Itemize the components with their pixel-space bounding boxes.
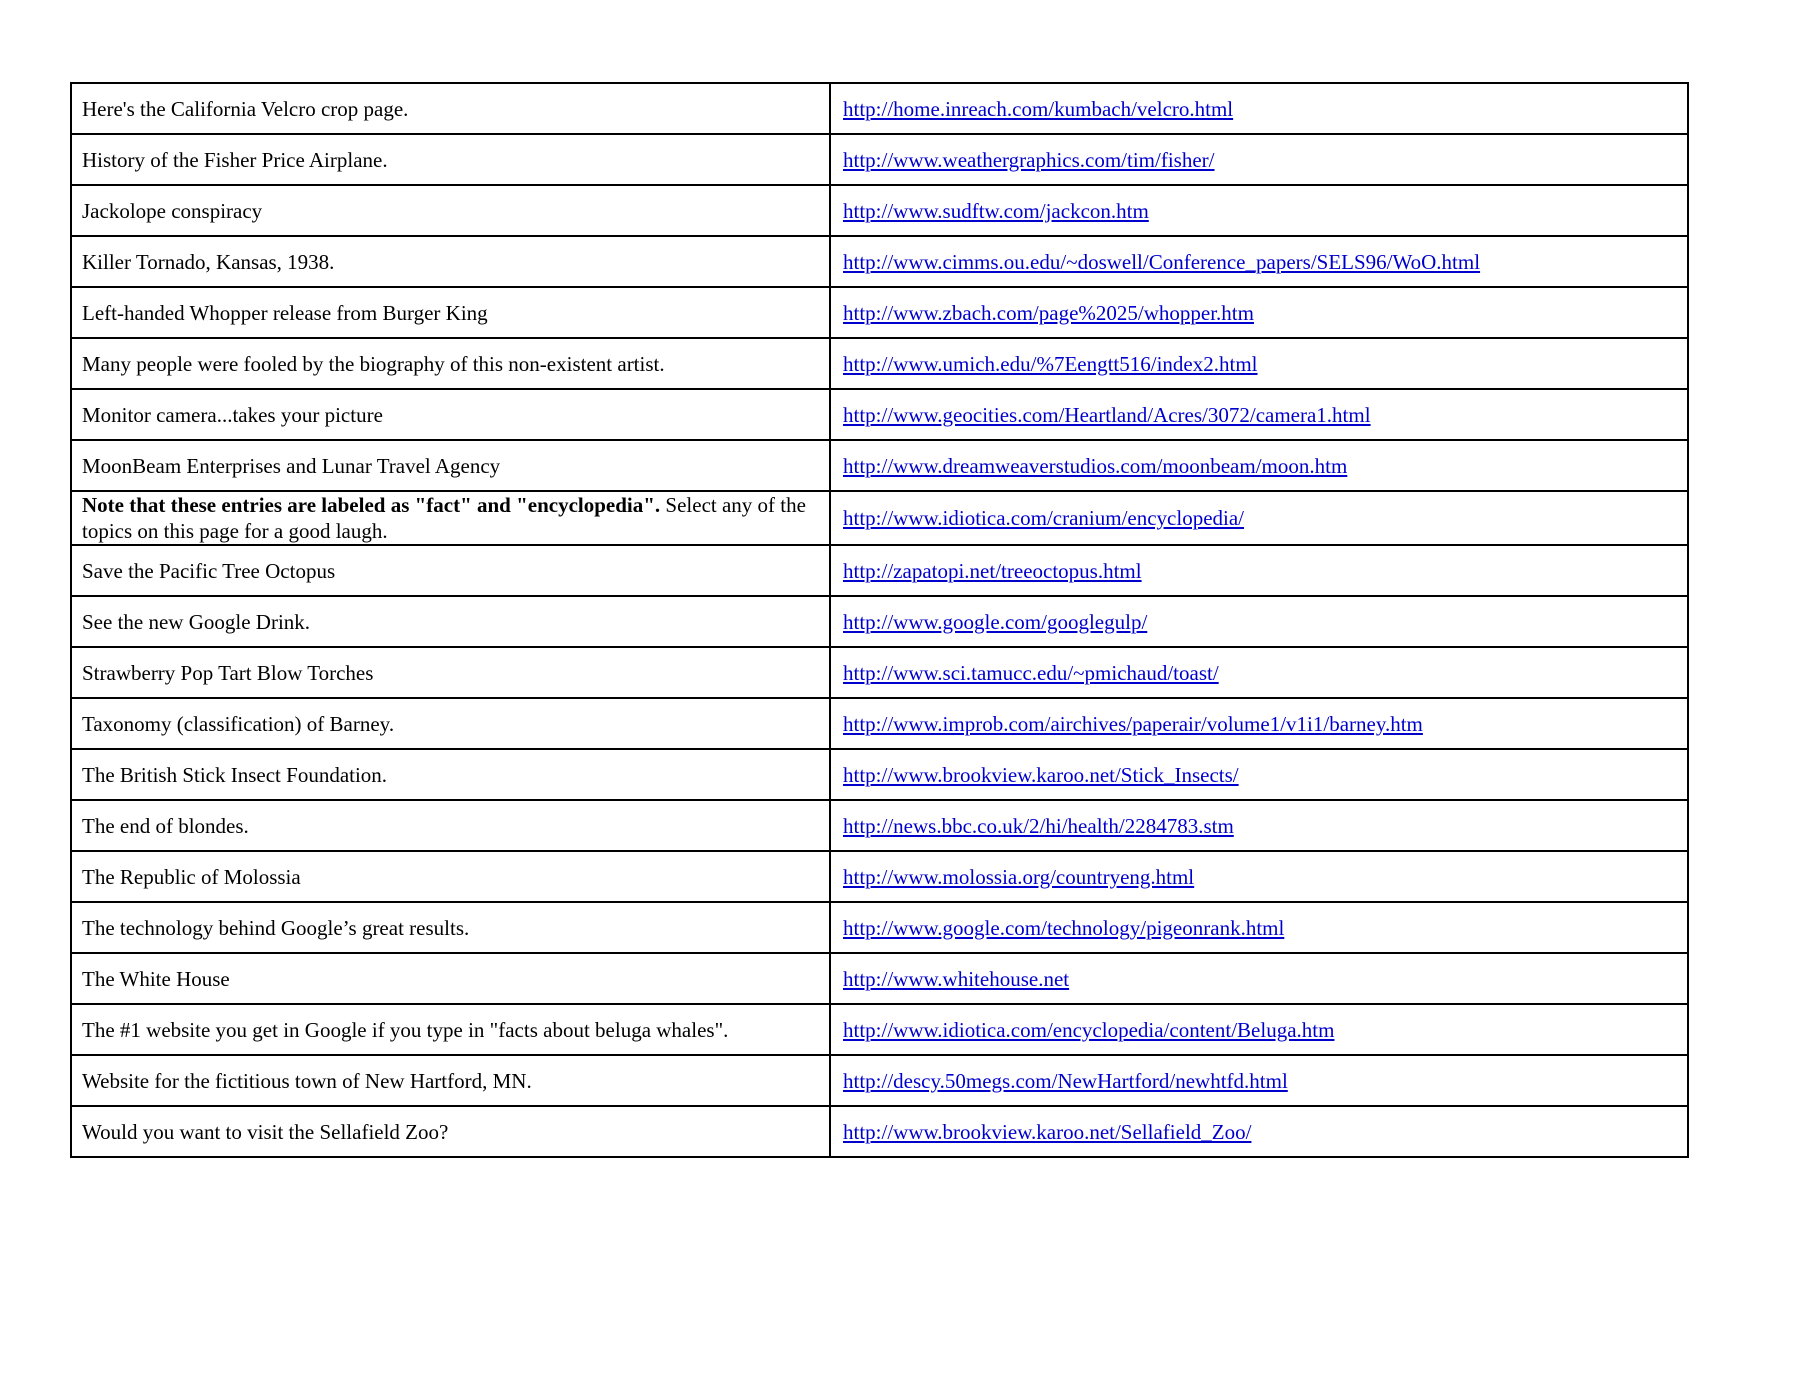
row-link[interactable]: http://www.brookview.karoo.net/Stick_Insects/ <box>843 762 1239 787</box>
row-description: Killer Tornado, Kansas, 1938. <box>71 236 830 287</box>
row-description: Many people were fooled by the biography of this non-existent artist. <box>71 338 830 389</box>
row-description: The #1 website you get in Google if you type in "facts about beluga whales". <box>71 1004 830 1055</box>
row-description: Taxonomy (classification) of Barney. <box>71 698 830 749</box>
row-link[interactable]: http://descy.50megs.com/NewHartford/newhtfd.html <box>843 1068 1288 1093</box>
row-url-cell <box>830 545 1688 596</box>
row-description: Left-handed Whopper release from Burger King <box>71 287 830 338</box>
row-link[interactable]: http://www.google.com/googlegulp/ <box>843 609 1148 634</box>
table-row <box>71 953 1688 1004</box>
links-table-body <box>71 83 1688 1157</box>
table-row <box>71 134 1688 185</box>
row-link[interactable]: http://www.brookview.karoo.net/Sellafield_Zoo/ <box>843 1119 1252 1144</box>
row-description: Here's the California Velcro crop page. <box>71 83 830 134</box>
table-row <box>71 647 1688 698</box>
row-description: Strawberry Pop Tart Blow Torches <box>71 647 830 698</box>
table-row <box>71 596 1688 647</box>
table-row <box>71 1004 1688 1055</box>
table-row <box>71 389 1688 440</box>
row-link[interactable]: http://www.google.com/technology/pigeonrank.html <box>843 915 1285 940</box>
row-description: The technology behind Google’s great results. <box>71 902 830 953</box>
row-url-cell <box>830 236 1688 287</box>
row-link[interactable]: http://www.improb.com/airchives/paperair/volume1/v1i1/barney.htm <box>843 711 1423 736</box>
row-description: History of the Fisher Price Airplane. <box>71 134 830 185</box>
row-url-cell <box>830 287 1688 338</box>
row-url-cell <box>830 338 1688 389</box>
row-url-cell <box>830 851 1688 902</box>
row-description: The Republic of Molossia <box>71 851 830 902</box>
row-link[interactable]: http://www.umich.edu/%7Eengtt516/index2.html <box>843 351 1258 376</box>
row-url-cell <box>830 800 1688 851</box>
table-row <box>71 338 1688 389</box>
table-row <box>71 902 1688 953</box>
row-link[interactable]: http://home.inreach.com/kumbach/velcro.html <box>843 96 1234 121</box>
row-link[interactable]: http://news.bbc.co.uk/2/hi/health/2284783.stm <box>843 813 1234 838</box>
row-url-cell <box>830 596 1688 647</box>
table-row <box>71 698 1688 749</box>
links-table <box>70 82 1689 1158</box>
row-description: Website for the fictitious town of New Hartford, MN. <box>71 1055 830 1106</box>
row-link[interactable]: http://zapatopi.net/treeoctopus.html <box>843 558 1142 583</box>
row-url-cell <box>830 698 1688 749</box>
row-link[interactable]: http://www.zbach.com/page%2025/whopper.htm <box>843 300 1254 325</box>
table-row <box>71 851 1688 902</box>
table-row <box>71 287 1688 338</box>
row-description: Monitor camera...takes your picture <box>71 389 830 440</box>
row-link[interactable]: http://www.cimms.ou.edu/~doswell/Conference_papers/SELS96/WoO.html <box>843 249 1481 274</box>
row-url-cell <box>830 902 1688 953</box>
row-description: Would you want to visit the Sellafield Zoo? <box>71 1106 830 1157</box>
row-url-cell <box>830 491 1688 545</box>
row-url-cell <box>830 1106 1688 1157</box>
row-url-cell <box>830 134 1688 185</box>
table-row <box>71 800 1688 851</box>
row-description <box>71 491 830 545</box>
row-description: Jackolope conspiracy <box>71 185 830 236</box>
row-url-cell <box>830 83 1688 134</box>
row-description: See the new Google Drink. <box>71 596 830 647</box>
table-row <box>71 1055 1688 1106</box>
row-link[interactable]: http://www.idiotica.com/cranium/encyclopedia/ <box>843 506 1245 530</box>
table-row <box>71 440 1688 491</box>
table-row <box>71 491 1688 545</box>
row-url-cell <box>830 1004 1688 1055</box>
row-url-cell <box>830 953 1688 1004</box>
row-link[interactable]: http://www.dreamweaverstudios.com/moonbeam/moon.htm <box>843 453 1348 478</box>
row-link[interactable]: http://www.idiotica.com/encyclopedia/content/Beluga.htm <box>843 1017 1335 1042</box>
table-row <box>71 185 1688 236</box>
table-row <box>71 83 1688 134</box>
row-link[interactable]: http://www.sudftw.com/jackcon.htm <box>843 198 1149 223</box>
row-description: MoonBeam Enterprises and Lunar Travel Agency <box>71 440 830 491</box>
row-url-cell <box>830 185 1688 236</box>
row-description: The British Stick Insect Foundation. <box>71 749 830 800</box>
row-url-cell <box>830 1055 1688 1106</box>
row-description: The end of blondes. <box>71 800 830 851</box>
row-link[interactable]: http://www.sci.tamucc.edu/~pmichaud/toast/ <box>843 660 1219 685</box>
note-text: Select any of the topics on this page for a good laugh. <box>82 493 806 543</box>
table-row <box>71 749 1688 800</box>
row-description: The White House <box>71 953 830 1004</box>
row-url-cell <box>830 389 1688 440</box>
row-link[interactable]: http://www.molossia.org/countryeng.html <box>843 864 1195 889</box>
row-link[interactable]: http://www.geocities.com/Heartland/Acres/3072/camera1.html <box>843 402 1371 427</box>
note-bold-text: Note that these entries are labeled as "fact" and "encyclopedia". <box>82 493 661 517</box>
row-url-cell <box>830 440 1688 491</box>
table-row <box>71 236 1688 287</box>
row-description: Save the Pacific Tree Octopus <box>71 545 830 596</box>
table-row <box>71 545 1688 596</box>
row-link[interactable]: http://www.weathergraphics.com/tim/fisher/ <box>843 147 1215 172</box>
row-url-cell <box>830 647 1688 698</box>
row-link[interactable]: http://www.whitehouse.net <box>843 966 1070 991</box>
table-row <box>71 1106 1688 1157</box>
row-url-cell <box>830 749 1688 800</box>
